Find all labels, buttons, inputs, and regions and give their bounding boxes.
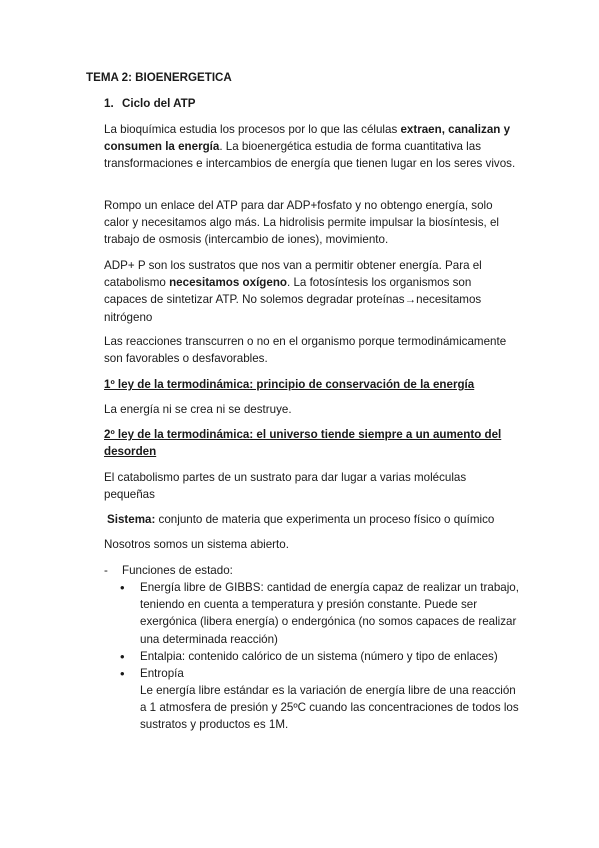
section-number: 1. <box>104 97 114 110</box>
paragraph-2: Rompo un enlace del ATP para dar ADP+fosfato y no obtengo energía, solo calor y necesitamos algo más. La hidrolisis permite impulsar la biosíntesis, el trabajo de osmosis (intercambio de iones), movimiento. <box>104 199 499 247</box>
p1-text-c: . La bioenergética estudia de forma cuantitativa las transformaciones e intercambios de energía que tienen lugar en los seres vivos. <box>104 140 516 171</box>
p3-text-c: . La fotosíntesis los organismos son capaces de sintetizar ATP. No solemos degradar proteínas <box>104 276 472 307</box>
list-item-detail: Le energía libre estándar es la variación de energía libre de una reacción a 1 atmosfera de presión y 25ºC cuando las concentraciones de todos los sustratos y productos es 1M. <box>140 684 519 732</box>
page-title: TEMA 2: BIOENERGETICA <box>86 71 232 84</box>
sistema-term: Sistema: <box>107 513 156 526</box>
paragraph-7 <box>107 511 519 528</box>
paragraph-6: El catabolismo partes de un sustrato para dar lugar a varias moléculas pequeñas <box>104 471 467 502</box>
list-item: Energía libre de GIBBS: cantidad de energía capaz de realizar un trabajo, teniendo en cuenta a temperatura y presión constante. Puede ser exergónica (libera energía) o endergónica (no somos capaces de realizar una determinada reacción) <box>140 581 519 646</box>
p1-text-a: La bioquímica estudia los procesos por lo que las células <box>104 123 401 136</box>
paragraph-1 <box>104 121 516 173</box>
list-item: Entalpia: contenido calórico de un sistema (número y tipo de enlaces) <box>140 650 498 663</box>
arrow-icon: → <box>404 293 417 307</box>
paragraph-8: Nosotros somos un sistema abierto. <box>104 538 289 551</box>
bullet-icon: • <box>120 666 125 681</box>
p3-bold: necesitamos oxígeno <box>169 276 288 290</box>
p3-text-a: ADP+ P son los sustratos que nos van a permitir obtener energía. Para el catabolismo <box>104 259 482 290</box>
p1-bold: extraen, canalizan y consumen la energía <box>104 123 511 154</box>
bullet-icon: • <box>120 580 125 595</box>
law-2-heading: 2º ley de la termodinámica: el universo tiende siempre a un aumento del desorden <box>104 428 502 459</box>
paragraph-3 <box>104 257 516 326</box>
law-1-heading: 1º ley de la termodinámica: principio de conservación de la energía <box>104 378 475 391</box>
dash-marker: - <box>104 564 108 577</box>
paragraph-4: Las reacciones transcurren o no en el organismo porque termodinámicamente son favorables o desfavorables. <box>104 335 507 366</box>
sistema-definition: conjunto de materia que experimenta un proceso físico o químico <box>155 513 495 526</box>
section-title: Ciclo del ATP <box>122 97 196 110</box>
paragraph-5: La energía ni se crea ni se destruye. <box>104 403 292 416</box>
list-label: Funciones de estado: <box>122 564 233 577</box>
p3-text-d: necesitamos nitrógeno <box>104 293 482 324</box>
bullet-icon: • <box>120 649 125 664</box>
section-heading <box>104 95 516 112</box>
list-item: Entropía <box>140 667 184 680</box>
